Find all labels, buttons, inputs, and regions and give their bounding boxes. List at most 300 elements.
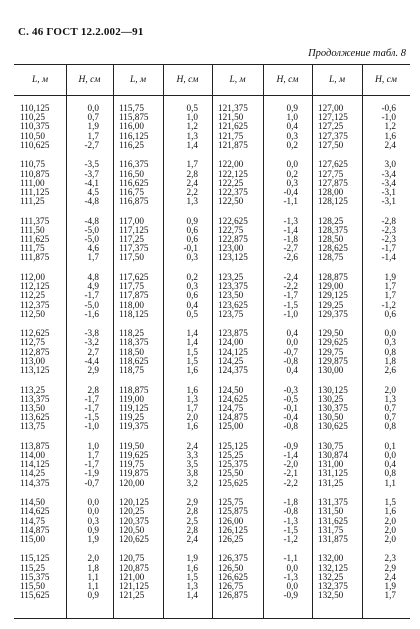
cell-height: -5,0 bbox=[84, 224, 99, 235]
cell-height: -0,4 bbox=[283, 412, 298, 423]
cell-length: 127,875 bbox=[318, 177, 348, 188]
cell-height: -0,5 bbox=[283, 393, 298, 404]
cell-length: 122,00 bbox=[218, 159, 244, 170]
cell-length: 119,25 bbox=[119, 412, 144, 423]
cell-length: 116,375 bbox=[119, 159, 149, 170]
cell-height: 0,2 bbox=[286, 168, 298, 179]
cell-height: -1,1 bbox=[283, 553, 298, 564]
cell-height: 2,8 bbox=[87, 384, 99, 395]
cell-height: 2,9 bbox=[384, 562, 396, 573]
cell-length: 131,50 bbox=[318, 506, 344, 517]
cell-height: 1,1 bbox=[87, 581, 99, 591]
cell-length: 122,125 bbox=[218, 168, 248, 179]
cell-height: 4,5 bbox=[87, 186, 99, 197]
cell-height: 1,7 bbox=[87, 252, 99, 263]
cell-length: 127,625 bbox=[318, 159, 348, 170]
cell-height: 1,4 bbox=[186, 139, 198, 150]
cell-height: -4,8 bbox=[84, 215, 99, 226]
cell-length: 129,375 bbox=[318, 308, 348, 319]
cell-height: -2,3 bbox=[381, 234, 396, 244]
column-header: H, см bbox=[375, 75, 397, 85]
cell-length: 131,875 bbox=[318, 533, 348, 544]
cell-length: 114,375 bbox=[20, 477, 50, 488]
column-separator bbox=[312, 65, 313, 618]
cell-length: 116,625 bbox=[119, 177, 149, 188]
cell-height: 0,0 bbox=[87, 497, 99, 508]
cell-length: 118,375 bbox=[119, 337, 149, 348]
cell-length: 114,25 bbox=[20, 468, 45, 479]
cell-length: 126,00 bbox=[218, 515, 244, 526]
cell-height: -3,2 bbox=[84, 337, 99, 348]
cell-length: 124,125 bbox=[218, 346, 248, 357]
cell-height: -1,7 bbox=[84, 393, 99, 404]
cell-length: 119,125 bbox=[119, 402, 149, 413]
cell-length: 123,25 bbox=[218, 271, 244, 282]
cell-height: 2,8 bbox=[186, 506, 198, 517]
cell-height: 0,3 bbox=[186, 252, 198, 263]
cell-height: -1,0 bbox=[283, 308, 298, 319]
cell-length: 129,50 bbox=[318, 328, 344, 339]
cell-length: 121,875 bbox=[218, 139, 248, 150]
cell-length: 122,375 bbox=[218, 186, 248, 197]
column-separator bbox=[113, 65, 114, 618]
cell-length: 120,125 bbox=[119, 497, 149, 508]
cell-height: 0,4 bbox=[186, 299, 198, 310]
column-header: H, см bbox=[176, 75, 199, 85]
cell-height: 1,6 bbox=[186, 562, 198, 573]
cell-height: 1,3 bbox=[186, 581, 198, 591]
cell-height: -3,8 bbox=[84, 328, 99, 339]
cell-length: 127,375 bbox=[318, 130, 348, 141]
cell-height: 1,6 bbox=[186, 384, 198, 395]
cell-height: 0,5 bbox=[186, 308, 198, 319]
cell-length: 113,75 bbox=[20, 421, 45, 432]
cell-height: 2,8 bbox=[186, 524, 198, 535]
cell-height: 0,0 bbox=[286, 159, 298, 170]
cell-height: -1,4 bbox=[381, 252, 396, 263]
cell-length: 120,75 bbox=[119, 553, 145, 564]
cell-height: -0,8 bbox=[283, 421, 298, 432]
cell-height: 0,6 bbox=[186, 234, 198, 244]
cell-length: 127,75 bbox=[318, 168, 344, 179]
cell-length: 115,375 bbox=[20, 571, 50, 582]
cell-length: 132,00 bbox=[318, 553, 344, 564]
cell-length: 130,375 bbox=[318, 402, 348, 413]
cell-length: 128,375 bbox=[318, 224, 348, 235]
cell-height: -2,1 bbox=[283, 468, 298, 479]
cell-length: 119,375 bbox=[119, 421, 149, 432]
data-table bbox=[14, 64, 410, 619]
cell-length: 129,75 bbox=[318, 346, 344, 357]
cell-height: -1,6 bbox=[84, 308, 99, 319]
cell-height: 0,8 bbox=[384, 468, 396, 479]
cell-height: 0,4 bbox=[286, 121, 298, 132]
cell-height: -0,9 bbox=[283, 590, 298, 601]
cell-height: -0,1 bbox=[183, 243, 198, 254]
cell-length: 124,75 bbox=[218, 402, 244, 413]
cell-height: -1,5 bbox=[283, 299, 298, 310]
cell-height: -1,2 bbox=[283, 533, 298, 544]
cell-height: 1,9 bbox=[87, 121, 99, 132]
cell-length: 126,75 bbox=[218, 581, 244, 591]
cell-length: 132,50 bbox=[318, 590, 344, 601]
cell-length: 127,125 bbox=[318, 112, 348, 123]
cell-length: 124,00 bbox=[218, 337, 244, 348]
column-header: H, см bbox=[276, 75, 299, 85]
cell-height: 2,4 bbox=[186, 177, 198, 188]
cell-length: 124,25 bbox=[218, 355, 244, 366]
cell-length: 110,625 bbox=[20, 139, 50, 150]
cell-length: 124,875 bbox=[218, 412, 248, 423]
cell-length: 121,375 bbox=[218, 103, 248, 113]
cell-length: 112,125 bbox=[20, 281, 50, 292]
cell-height: -1,3 bbox=[283, 215, 298, 226]
cell-height: 1,1 bbox=[384, 477, 396, 488]
cell-length: 112,625 bbox=[20, 328, 50, 339]
cell-height: -3,7 bbox=[84, 168, 99, 179]
cell-height: 0,4 bbox=[384, 459, 396, 470]
cell-length: 112,50 bbox=[20, 308, 45, 319]
cell-length: 122,625 bbox=[218, 215, 248, 226]
cell-length: 111,25 bbox=[20, 196, 45, 207]
cell-length: 126,25 bbox=[218, 533, 244, 544]
cell-length: 128,875 bbox=[318, 271, 348, 282]
cell-height: 0,7 bbox=[87, 112, 99, 123]
cell-height: 1,9 bbox=[87, 533, 99, 544]
cell-height: 1,6 bbox=[186, 421, 198, 432]
cell-length: 130,25 bbox=[318, 393, 344, 404]
cell-height: -2,7 bbox=[283, 243, 298, 254]
cell-length: 125,875 bbox=[218, 506, 248, 517]
cell-height: 1,6 bbox=[384, 130, 396, 141]
cell-length: 120,375 bbox=[119, 515, 149, 526]
cell-height: 1,7 bbox=[87, 130, 99, 141]
cell-length: 117,00 bbox=[119, 215, 144, 226]
cell-height: -0,6 bbox=[381, 103, 396, 113]
cell-height: -3,1 bbox=[381, 196, 396, 207]
cell-length: 113,625 bbox=[20, 412, 50, 423]
cell-length: 118,625 bbox=[119, 355, 149, 366]
cell-length: 119,00 bbox=[119, 393, 144, 404]
cell-length: 114,50 bbox=[20, 497, 45, 508]
cell-length: 121,25 bbox=[119, 590, 145, 601]
cell-length: 121,75 bbox=[218, 130, 244, 141]
cell-height: 4,6 bbox=[87, 243, 99, 254]
cell-height: 2,0 bbox=[384, 384, 396, 395]
cell-height: 0,3 bbox=[186, 281, 198, 292]
cell-length: 117,25 bbox=[119, 234, 144, 244]
cell-length: 129,00 bbox=[318, 281, 344, 292]
cell-length: 130,00 bbox=[318, 365, 344, 375]
cell-height: 3,2 bbox=[186, 477, 198, 488]
cell-length: 123,625 bbox=[218, 299, 248, 310]
cell-length: 119,875 bbox=[119, 468, 149, 479]
cell-length: 125,625 bbox=[218, 477, 248, 488]
cell-height: 1,6 bbox=[186, 365, 198, 375]
cell-height: 3,5 bbox=[186, 459, 198, 470]
cell-height: -1,8 bbox=[283, 234, 298, 244]
cell-height: 3,3 bbox=[186, 450, 198, 460]
cell-length: 111,00 bbox=[20, 177, 45, 188]
cell-height: 0,4 bbox=[286, 328, 298, 339]
cell-length: 115,625 bbox=[20, 590, 50, 601]
cell-length: 115,875 bbox=[119, 112, 149, 123]
cell-height: -0,7 bbox=[283, 346, 298, 357]
cell-height: -2,2 bbox=[283, 281, 298, 292]
cell-height: 0,3 bbox=[384, 337, 396, 348]
cell-length: 128,50 bbox=[318, 234, 344, 244]
cell-height: 2,0 bbox=[186, 412, 198, 423]
cell-length: 123,875 bbox=[218, 328, 248, 339]
cell-length: 111,375 bbox=[20, 215, 50, 226]
cell-length: 130,874 bbox=[318, 450, 348, 460]
cell-height: -0,4 bbox=[283, 186, 298, 197]
cell-length: 115,75 bbox=[119, 103, 144, 113]
cell-length: 116,25 bbox=[119, 139, 144, 150]
cell-length: 111,50 bbox=[20, 224, 45, 235]
cell-height: 0,0 bbox=[286, 337, 298, 348]
cell-height: -5,0 bbox=[84, 234, 99, 244]
cell-length: 129,875 bbox=[318, 355, 348, 366]
cell-height: 1,3 bbox=[186, 196, 198, 207]
cell-length: 126,50 bbox=[218, 562, 244, 573]
cell-height: 1,2 bbox=[384, 121, 396, 132]
cell-height: 0,8 bbox=[384, 421, 396, 432]
cell-length: 123,50 bbox=[218, 290, 244, 301]
cell-height: 3,0 bbox=[384, 159, 396, 170]
cell-height: 2,0 bbox=[384, 515, 396, 526]
cell-height: -1,7 bbox=[84, 459, 99, 470]
cell-height: -1,9 bbox=[84, 468, 99, 479]
cell-length: 119,50 bbox=[119, 440, 144, 451]
cell-length: 117,625 bbox=[119, 271, 149, 282]
cell-height: -1,7 bbox=[381, 243, 396, 254]
cell-height: -2,8 bbox=[381, 215, 396, 226]
cell-length: 129,25 bbox=[318, 299, 344, 310]
cell-height: 1,9 bbox=[384, 271, 396, 282]
cell-length: 116,875 bbox=[119, 196, 149, 207]
cell-length: 128,625 bbox=[318, 243, 348, 254]
cell-length: 123,125 bbox=[218, 252, 248, 263]
cell-height: -0,3 bbox=[283, 384, 298, 395]
cell-length: 117,375 bbox=[119, 243, 149, 254]
cell-length: 120,50 bbox=[119, 524, 145, 535]
cell-height: -0,9 bbox=[283, 440, 298, 451]
cell-height: 1,7 bbox=[87, 450, 99, 460]
cell-length: 125,125 bbox=[218, 440, 248, 451]
cell-length: 113,125 bbox=[20, 365, 50, 375]
cell-height: 1,7 bbox=[186, 159, 198, 170]
cell-length: 118,25 bbox=[119, 328, 144, 339]
cell-height: 0,3 bbox=[286, 177, 298, 188]
cell-length: 128,125 bbox=[318, 196, 348, 207]
cell-height: 1,4 bbox=[186, 590, 198, 601]
cell-height: 0,6 bbox=[186, 224, 198, 235]
cell-length: 117,875 bbox=[119, 290, 149, 301]
cell-length: 132,25 bbox=[318, 571, 344, 582]
cell-height: 1,9 bbox=[186, 553, 198, 564]
cell-length: 115,00 bbox=[20, 533, 45, 544]
column-separator bbox=[212, 65, 213, 618]
cell-height: 1,7 bbox=[186, 402, 198, 413]
cell-length: 127,50 bbox=[318, 139, 344, 150]
cell-height: 2,4 bbox=[384, 139, 396, 150]
cell-height: -1,0 bbox=[84, 421, 99, 432]
cell-length: 113,25 bbox=[20, 384, 45, 395]
cell-length: 113,50 bbox=[20, 402, 45, 413]
cell-height: -2,3 bbox=[381, 224, 396, 235]
cell-length: 110,375 bbox=[20, 121, 50, 132]
cell-height: -0,1 bbox=[283, 402, 298, 413]
cell-length: 118,50 bbox=[119, 346, 144, 357]
cell-length: 125,375 bbox=[218, 459, 248, 470]
cell-height: 1,6 bbox=[384, 506, 396, 517]
cell-height: 2,8 bbox=[186, 168, 198, 179]
cell-height: 2,9 bbox=[87, 365, 99, 375]
cell-length: 114,625 bbox=[20, 506, 50, 517]
cell-height: -1,7 bbox=[84, 290, 99, 301]
cell-height: 0,4 bbox=[286, 365, 298, 375]
cell-length: 130,125 bbox=[318, 384, 348, 395]
cell-length: 123,375 bbox=[218, 281, 248, 292]
cell-length: 113,875 bbox=[20, 440, 50, 451]
cell-length: 113,375 bbox=[20, 393, 50, 404]
cell-length: 122,875 bbox=[218, 234, 248, 244]
cell-height: 2,4 bbox=[186, 533, 198, 544]
cell-height: 0,0 bbox=[87, 103, 99, 113]
cell-height: 1,2 bbox=[186, 121, 198, 132]
column-header: L, м bbox=[328, 75, 346, 85]
cell-length: 119,625 bbox=[119, 450, 149, 460]
cell-height: -4,1 bbox=[84, 177, 99, 188]
cell-length: 111,875 bbox=[20, 252, 50, 263]
cell-length: 117,75 bbox=[119, 281, 144, 292]
cell-length: 112,00 bbox=[20, 271, 45, 282]
cell-height: -1,5 bbox=[84, 412, 99, 423]
cell-length: 121,00 bbox=[119, 571, 145, 582]
cell-height: -1,7 bbox=[283, 290, 298, 301]
cell-length: 114,75 bbox=[20, 515, 45, 526]
cell-length: 114,00 bbox=[20, 450, 45, 460]
cell-height: 1,7 bbox=[384, 281, 396, 292]
cell-length: 131,75 bbox=[318, 524, 344, 535]
cell-height: 2,9 bbox=[186, 497, 198, 508]
cell-length: 118,00 bbox=[119, 299, 144, 310]
cell-height: 0,1 bbox=[384, 440, 396, 451]
cell-height: -1,5 bbox=[283, 524, 298, 535]
cell-height: 0,0 bbox=[384, 450, 396, 460]
cell-length: 111,75 bbox=[20, 243, 45, 254]
cell-height: -1,4 bbox=[283, 450, 298, 460]
column-header: H, см bbox=[78, 75, 101, 85]
cell-height: -2,7 bbox=[84, 139, 99, 150]
column-header: L, м bbox=[229, 75, 246, 85]
cell-height: -1,1 bbox=[283, 196, 298, 207]
cell-height: 0,0 bbox=[87, 506, 99, 517]
cell-height: 1,4 bbox=[186, 337, 198, 348]
cell-length: 118,125 bbox=[119, 308, 149, 319]
column-header: L, м bbox=[31, 75, 49, 85]
cell-length: 116,75 bbox=[119, 186, 144, 197]
cell-height: 0,6 bbox=[384, 308, 396, 319]
cell-height: 0,9 bbox=[286, 103, 298, 113]
cell-height: 2,3 bbox=[384, 553, 396, 564]
cell-length: 126,625 bbox=[218, 571, 248, 582]
cell-length: 124,375 bbox=[218, 365, 248, 375]
cell-length: 123,00 bbox=[218, 243, 244, 254]
cell-height: 0,7 bbox=[384, 402, 396, 413]
cell-length: 121,625 bbox=[218, 121, 248, 132]
cell-length: 116,125 bbox=[119, 130, 149, 141]
cell-length: 130,625 bbox=[318, 421, 348, 432]
cell-length: 110,25 bbox=[20, 112, 45, 123]
cell-length: 110,875 bbox=[20, 168, 50, 179]
cell-length: 130,50 bbox=[318, 412, 344, 423]
cell-height: -4,4 bbox=[84, 355, 99, 366]
cell-height: 2,4 bbox=[186, 440, 198, 451]
cell-length: 118,75 bbox=[119, 365, 144, 375]
cell-length: 127,00 bbox=[318, 103, 344, 113]
cell-length: 125,25 bbox=[218, 450, 244, 460]
cell-length: 127,25 bbox=[318, 121, 344, 132]
cell-height: 2,5 bbox=[186, 515, 198, 526]
cell-length: 122,25 bbox=[218, 177, 244, 188]
cell-height: 0,2 bbox=[186, 271, 198, 282]
cell-height: -3,4 bbox=[381, 168, 396, 179]
cell-height: -2,4 bbox=[283, 271, 298, 282]
cell-length: 120,625 bbox=[119, 533, 149, 544]
cell-height: -3,4 bbox=[381, 177, 396, 188]
cell-length: 131,625 bbox=[318, 515, 348, 526]
cell-height: 1,0 bbox=[87, 440, 99, 451]
cell-length: 114,125 bbox=[20, 459, 50, 470]
cell-height: 1,3 bbox=[186, 393, 198, 404]
cell-height: 0,9 bbox=[87, 524, 99, 535]
cell-length: 125,75 bbox=[218, 497, 244, 508]
cell-height: 1,8 bbox=[87, 562, 99, 573]
cell-length: 125,50 bbox=[218, 468, 244, 479]
cell-height: -0,7 bbox=[84, 477, 99, 488]
cell-length: 111,625 bbox=[20, 234, 50, 244]
cell-length: 111,125 bbox=[20, 186, 50, 197]
cell-length: 126,875 bbox=[218, 590, 248, 601]
cell-length: 132,375 bbox=[318, 581, 348, 591]
cell-height: 0,6 bbox=[186, 290, 198, 301]
cell-height: 4,9 bbox=[87, 281, 99, 292]
cell-height: -1,8 bbox=[283, 497, 298, 508]
column-header: L, м bbox=[129, 75, 147, 85]
cell-length: 112,875 bbox=[20, 346, 50, 357]
cell-length: 131,00 bbox=[318, 459, 344, 470]
cell-length: 121,50 bbox=[218, 112, 244, 123]
cell-height: 0,9 bbox=[87, 590, 99, 601]
cell-height: -0,8 bbox=[283, 506, 298, 517]
cell-length: 131,125 bbox=[318, 468, 348, 479]
table-caption: Продолжение табл. 8 bbox=[308, 48, 406, 59]
cell-length: 123,75 bbox=[218, 308, 244, 319]
cell-height: 1,3 bbox=[384, 393, 396, 404]
cell-height: 4,8 bbox=[87, 271, 99, 282]
cell-height: -5,0 bbox=[84, 299, 99, 310]
cell-height: -3,5 bbox=[84, 159, 99, 170]
cell-length: 120,00 bbox=[119, 477, 145, 488]
cell-length: 131,375 bbox=[318, 497, 348, 508]
cell-height: -1,4 bbox=[283, 224, 298, 235]
cell-length: 118,875 bbox=[119, 384, 149, 395]
cell-height: 2,7 bbox=[87, 346, 99, 357]
cell-length: 121,125 bbox=[119, 581, 149, 591]
cell-height: -1,3 bbox=[283, 515, 298, 526]
